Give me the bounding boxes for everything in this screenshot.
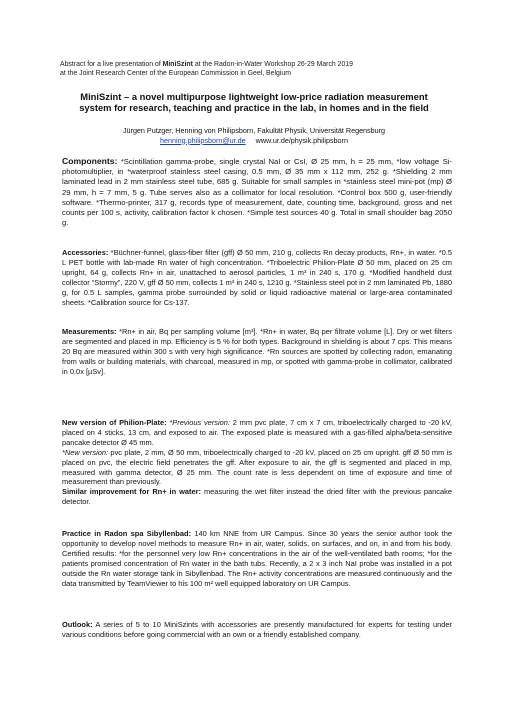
- outlook-text: A series of 5 to 10 MiniSzints with accessories are presently manufactured for experts for testing under various conditions before going commercial with an own or a friendly established company.: [62, 620, 452, 639]
- accessories-heading: Accessories:: [62, 248, 109, 257]
- authors-block: [55, 126, 453, 145]
- author-names: Jürgen Putzger, Henning von Philipsborn, Fakultät Physik, Universität Regensburg: [122, 126, 386, 135]
- measurements-text: *Rn+ in air, Bq per sampling volume [m³]. *Rn+ in water, Bq per filtrate volume [L]. Dry or wet filters are segmented and placed in mp. Efficiency is 5 % for both types. Background in shielding is about 7 cps. This means 20 Bq are measured within 300 s with very high significance. *Rn sources are spotted by collecting radon, emanating from walls or building materials, with charcoal, measured in mp, or spotted with gamma-probe in collimator, calibrated in 0.0x [µSv].: [62, 327, 452, 376]
- email-link[interactable]: henning.philipsborn@ur.de: [160, 135, 246, 145]
- title-line-1: MiniSzint – a novel multipurpose lightweight low-price radiation measurement: [80, 91, 428, 102]
- philion-new-label: *New version:: [62, 447, 109, 457]
- section-outlook: [62, 620, 452, 640]
- section-philion-plate: [62, 418, 452, 507]
- components-text: *Scintillation gamma-probe, single crystal NaI or CsI, Ø 25 mm, h = 25 mm, *low voltage Si-photomultiplier, in *waterproof stainless steel casing, 0.5 mm, Ø 35 mm x 112 mm, 252 g. *Shielding 2 mm laminated lead in 2 mm stainless steel tube, 685 g. Suitable for small samples in *stainless steel mini-pot (mp) Ø 29 mm, h = 7 mm, 5 g. Tube serves also as a collimator for local resolution. *Control box 500 g, user-friendly software. *Thermo-printer, 317 g, records type of measurement, date, counting time, background, gross and net counts per 100 s, activity, calibration factor k chosen. *Simple test sources 40 g. Total in small shoulder bag 2050 g.: [62, 157, 452, 228]
- section-accessories: [62, 248, 452, 307]
- preface-line-2: at the Joint Research Center of the European Commission in Geel, Belgium: [60, 70, 291, 77]
- philion-heading: New version of Philion-Plate:: [62, 418, 167, 427]
- website-text: www.ur.de/physik.philipsborn: [255, 135, 348, 145]
- preface-line-1: Abstract for a live presentation of MiniSzint at the Radon-in-Water Workshop 26-29 March 2019: [60, 61, 354, 68]
- outlook-heading: Outlook:: [62, 620, 93, 629]
- title-line-2: system for research, teaching and practice in the lab, in homes and in the field: [79, 102, 429, 113]
- practice-heading: Practice in Radon spa Sibyllenbad:: [62, 529, 191, 538]
- similar-improvement-text: measuring the wet filter instead the dried filter with the previous pancake detector.: [62, 487, 452, 507]
- section-practice: [62, 529, 452, 588]
- accessories-text: *Büchner-funnel, glass-fiber filter (gff) Ø 50 mm, 210 g, collects Rn decay products, Rn+, in water. *0.5 L PET bottle with lab-made Rn water of high concentration. *Triboelectric Philion-Plate Ø 50 mm, placed on 25 cm upright, 64 g, collects Rn+ in air, unattached to aerosol particles, 1 m³ in 240 s, 170 g. *Modified handheld dust collector “Stormy”, 220 V, gff Ø 50 mm, collects 1 m³ in 240 s, 1210 g. *Stainless steel pot in 2 mm laminated Pb, 1880 g, for 0.5 L samples, gamma probe surrounded by solid or liquid radioactive material or large-area contaminated sheets. *Calibration source for Cs-137.: [62, 248, 452, 307]
- measurements-heading: Measurements:: [62, 327, 117, 336]
- practice-text: 140 km NNE from UR Campus. Since 30 years the senior author took the opportunity to develop novel methods to measure Rn+ in air, water, solids, on surfaces, and on, in and from his body. Certified results: *for the personnel very low Rn+ concentrations in the air of the well-ventilated bath rooms; *for the patients promised concentration of Rn water in the bath tubs. Recently, a 2 x 3 inch NaI probe was installed in a pot outside the Rn water storage tank in Sibyllenbad. The Rn+ activity concentrations are measured continuously and the data transmitted by TeamViewer to his 100 m² well equipped laboratory on UR Campus.: [62, 529, 452, 588]
- philion-previous-label: *Previous version:: [166, 418, 230, 427]
- philion-new-text: pvc plate, 2 mm, Ø 50 mm, triboelectrically charged to -20 kV, placed on 25 cm upright. gff Ø 50 mm is placed on pvc, the electric field penetrates the gff. After exposure to air, the gff is segmented and placed in mp, measured with gamma detector, Ø 25 mm. The count rate is less dependent on time of exposure and time of measurement than previously.: [62, 447, 452, 487]
- preface-minisznt: MiniSzint: [162, 61, 193, 68]
- philion-previous-text: 2 mm pvc plate, 7 cm x 7 cm, triboelectrically charged to -20 kV, placed on 4 sticks, 13 cm, and exposed to air. The exposed plate is measured with a gas-filled alpha/beta-sensitive pancake detector Ø 45 mm.: [62, 418, 452, 447]
- similar-improvement-heading: Similar improvement for Rn+ in water:: [62, 487, 202, 497]
- author-contact: [55, 136, 453, 146]
- abstract-preface: [60, 60, 460, 78]
- components-heading: Components:: [62, 156, 118, 166]
- section-components: [62, 156, 452, 228]
- document-title: [55, 91, 453, 113]
- section-measurements: [62, 327, 452, 377]
